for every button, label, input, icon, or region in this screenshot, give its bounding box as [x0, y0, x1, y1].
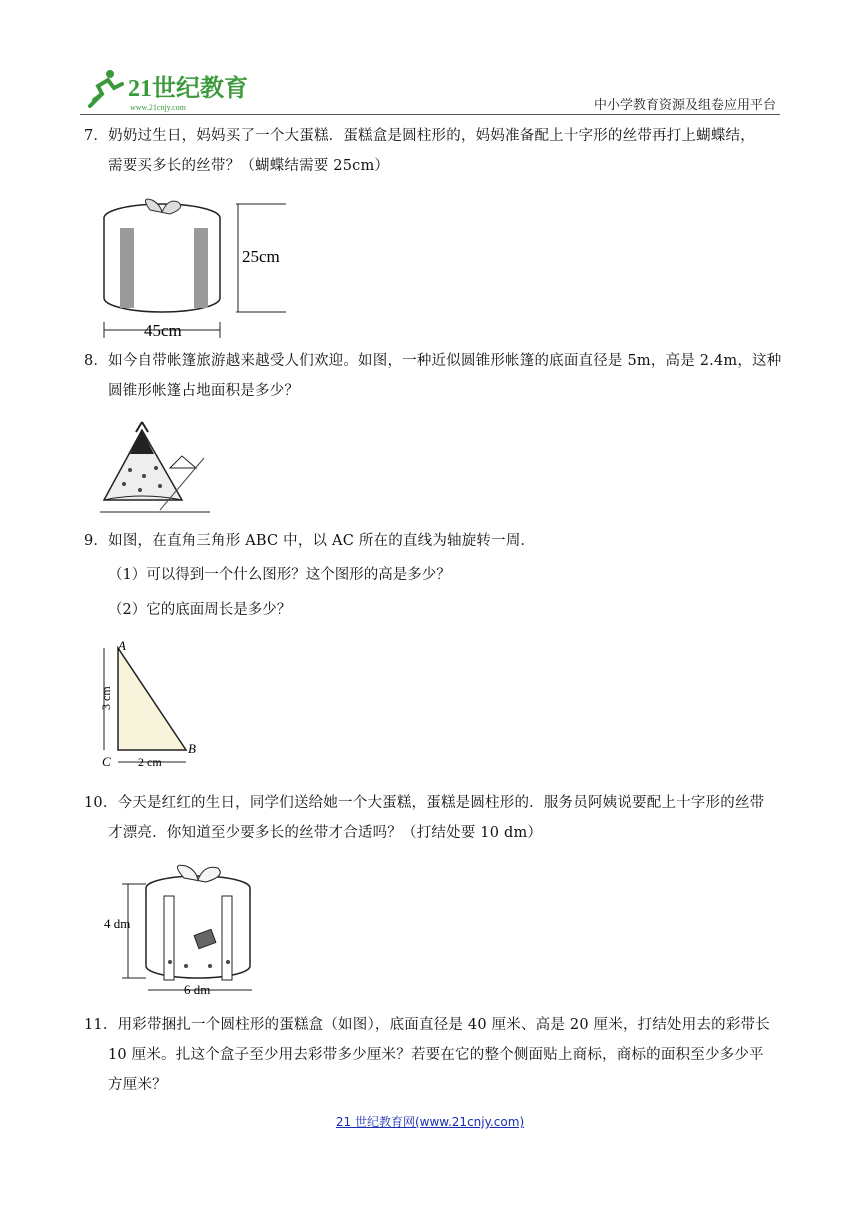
side-cb-label: 2 cm — [138, 755, 162, 769]
tent-figure — [100, 420, 210, 519]
question-text: 才漂亮．你知道至少要多长的丝带才合适吗？（打结处要 10 dm） — [108, 825, 543, 841]
logo-url: www.21cnjy.com — [130, 103, 186, 112]
question-11 — [84, 1010, 784, 1100]
side-ac-label: 3 cm — [99, 686, 113, 710]
footer-link[interactable]: 21 世纪教育网(www.21cnjy.com) — [335, 1115, 525, 1129]
question-text: 需要买多长的丝带？（蝴蝶结需要 25cm） — [108, 158, 390, 174]
width-label: 45cm — [144, 321, 182, 340]
width-label: 6 dm — [184, 982, 211, 997]
site-logo — [80, 66, 260, 114]
question-10 — [84, 788, 784, 848]
question-text: 今天是红红的生日，同学们送给她一个大蛋糕，蛋糕是圆柱形的．服务员阿姨说要配上十字形的丝带 — [117, 795, 765, 811]
vertex-b-label: B — [188, 741, 196, 756]
question-number: 7． — [84, 128, 109, 144]
question-text: 奶奶过生日，妈妈买了一个大蛋糕．蛋糕盒是圆柱形的，妈妈准备配上十字形的丝带再打上蝴蝶结， — [108, 128, 755, 144]
question-7 — [84, 121, 784, 181]
question-9 — [84, 526, 784, 556]
question-number: 10． — [84, 795, 118, 811]
question-number: 11． — [84, 1017, 118, 1033]
question-text: 圆锥形帐篷占地面积是多少？ — [108, 383, 300, 399]
question-text: 方厘米？ — [108, 1077, 167, 1093]
logo-title: 21世纪教育 — [128, 76, 248, 102]
vertex-a-label: A — [118, 638, 126, 653]
vertex-c-label: C — [102, 754, 111, 769]
question-text: 如今自带帐篷旅游越来越受人们欢迎。如图，一种近似圆锥形帐篷的底面直径是 5m，高是 2.4m，这种 — [108, 353, 782, 369]
platform-label: 中小学教育资源及组卷应用平台 — [593, 98, 776, 113]
cake-box-figure — [96, 190, 296, 344]
question-number: 8． — [84, 353, 109, 369]
height-label: 4 dm — [104, 916, 131, 931]
triangle-figure — [96, 638, 216, 777]
question-number: 9． — [84, 533, 109, 549]
header-divider — [80, 114, 780, 115]
question-text: 用彩带捆扎一个圆柱形的蛋糕盒（如图），底面直径是 40 厘米、高是 20 厘米，打结处用去的彩带长 — [117, 1017, 770, 1033]
question-text: 10 厘米。扎这个盒子至少用去彩带多少厘米？若要在它的整个侧面贴上商标，商标的面积至少多少平 — [108, 1047, 764, 1063]
question-9-sub-1: （1）可以得到一个什么图形？这个图形的高是多少？ — [108, 567, 451, 583]
height-label: 25cm — [242, 247, 280, 266]
question-text: 如图，在直角三角形 ABC 中，以 AC 所在的直线为轴旋转一周． — [108, 533, 536, 549]
question-8 — [84, 346, 784, 406]
ribbon-cake-figure — [100, 862, 270, 1006]
runner-logo-icon — [90, 70, 122, 106]
question-9-sub-2: （2）它的底面周长是多少？ — [108, 602, 292, 618]
